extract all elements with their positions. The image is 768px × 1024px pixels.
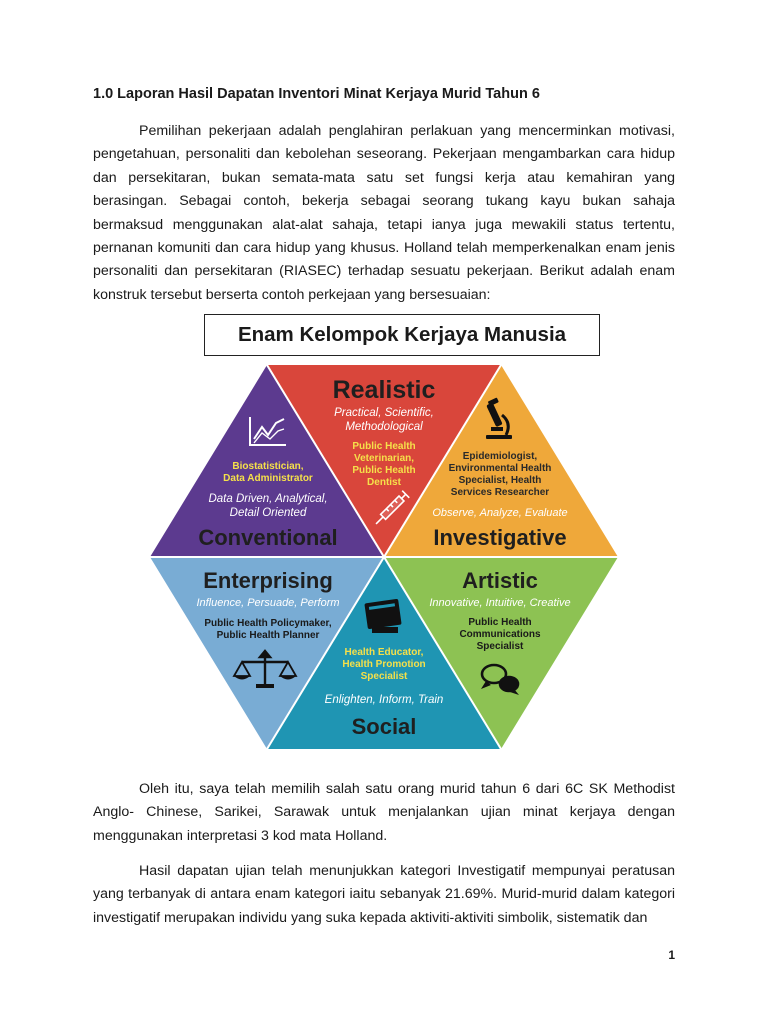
- investigative-job: Specialist, Health: [458, 475, 542, 486]
- realistic-job: Public Health: [352, 441, 416, 452]
- enterprising-traits: Influence, Persuade, Perform: [196, 597, 340, 609]
- realistic-job: Dentist: [367, 477, 401, 488]
- realistic-job: Veterinarian,: [353, 453, 415, 464]
- investigative-job: Epidemiologist,: [462, 451, 538, 462]
- figure-title-box: [204, 314, 600, 356]
- conventional-job: Biostatistician,: [232, 461, 304, 472]
- paragraph-intro: Pemilihan pekerjaan adalah penglahiran perlakuan yang mencerminkan motivasi, pengetahuan, personaliti dan kebolehan seseorang. Pekerjaan mengambarkan cara hidup dan persekitaran, bukan semata-mata satu set fungsi kerja atau kemahiran yang berasingan. Sebagai contoh, bekerja sebagai seorang tukang kayu bukan sahaja bermaksud menggunakan alat-alat sahaja, tetapi ianya juga mewakili status tertentu, pernanan komuniti dan cara hidup yang khusus. Holland telah memperkenalkan enam jenis personaliti dan persekitaran (RIASEC) terhadap sesuatu pekerjaan. Berikut adalah enam konstruk tersebut berserta contoh perkejaan yang bersesuaian:: [93, 123, 675, 303]
- enterprising-job: Public Health Planner: [216, 630, 320, 641]
- enterprising-label: Enterprising: [203, 568, 333, 593]
- figure-title: Enam Kelompok Kerjaya Manusia: [237, 323, 567, 346]
- artistic-traits: Innovative, Intuitive, Creative: [429, 597, 571, 609]
- enterprising-job: Public Health Policymaker,: [204, 618, 332, 629]
- social-label: Social: [351, 714, 417, 739]
- conventional-traits: Detail Oriented: [229, 507, 307, 519]
- social-job: Health Educator,: [344, 647, 424, 658]
- investigative-job: Services Researcher: [450, 487, 550, 498]
- social-job: Specialist: [360, 671, 408, 682]
- realistic-label: Realistic: [332, 376, 436, 404]
- artistic-label: Artistic: [462, 568, 538, 593]
- investigative-traits: Observe, Analyze, Evaluate: [432, 507, 568, 519]
- realistic-traits: Practical, Scientific,: [334, 407, 434, 419]
- investigative-label: Investigative: [433, 525, 567, 550]
- paragraph-results: Hasil dapatan ujian telah menunjukkan kategori Investigatif mempunyai peratusan yang terbanyak di antara enam kategori iaitu sebanyak 21.69%. Murid-murid dalam kategori investigatif merupakan individu yang suka kepada aktiviti-aktiviti simbolik, sistematik dan: [93, 863, 675, 926]
- riasec-hexagon: [150, 365, 618, 749]
- realistic-job: Public Health: [352, 465, 416, 476]
- social-traits: Enlighten, Inform, Train: [324, 694, 444, 706]
- conventional-traits: Data Driven, Analytical,: [208, 493, 328, 505]
- conventional-label: Conventional: [198, 525, 338, 550]
- artistic-job: Specialist: [476, 641, 524, 652]
- realistic-traits: Methodological: [345, 421, 423, 433]
- investigative-job: Environmental Health: [448, 463, 552, 474]
- social-job: Health Promotion: [342, 659, 426, 670]
- artistic-job: Public Health: [468, 617, 532, 628]
- book-icon: [364, 599, 401, 633]
- conventional-job: Data Administrator: [223, 473, 313, 484]
- section-heading: 1.0 Laporan Hasil Dapatan Inventori Minat Kerjaya Murid Tahun 6: [93, 86, 540, 102]
- paragraph-student-selection: Oleh itu, saya telah memilih salah satu orang murid tahun 6 dari 6C SK Methodist Anglo- Chinese, Sarikei, Sarawak untuk menjalankan ujian minat kerjaya dengan menggunakan interpretasi 3 kod mata Holland.: [93, 781, 675, 844]
- page-number: 1: [668, 948, 675, 962]
- artistic-job: Communications: [459, 629, 541, 640]
